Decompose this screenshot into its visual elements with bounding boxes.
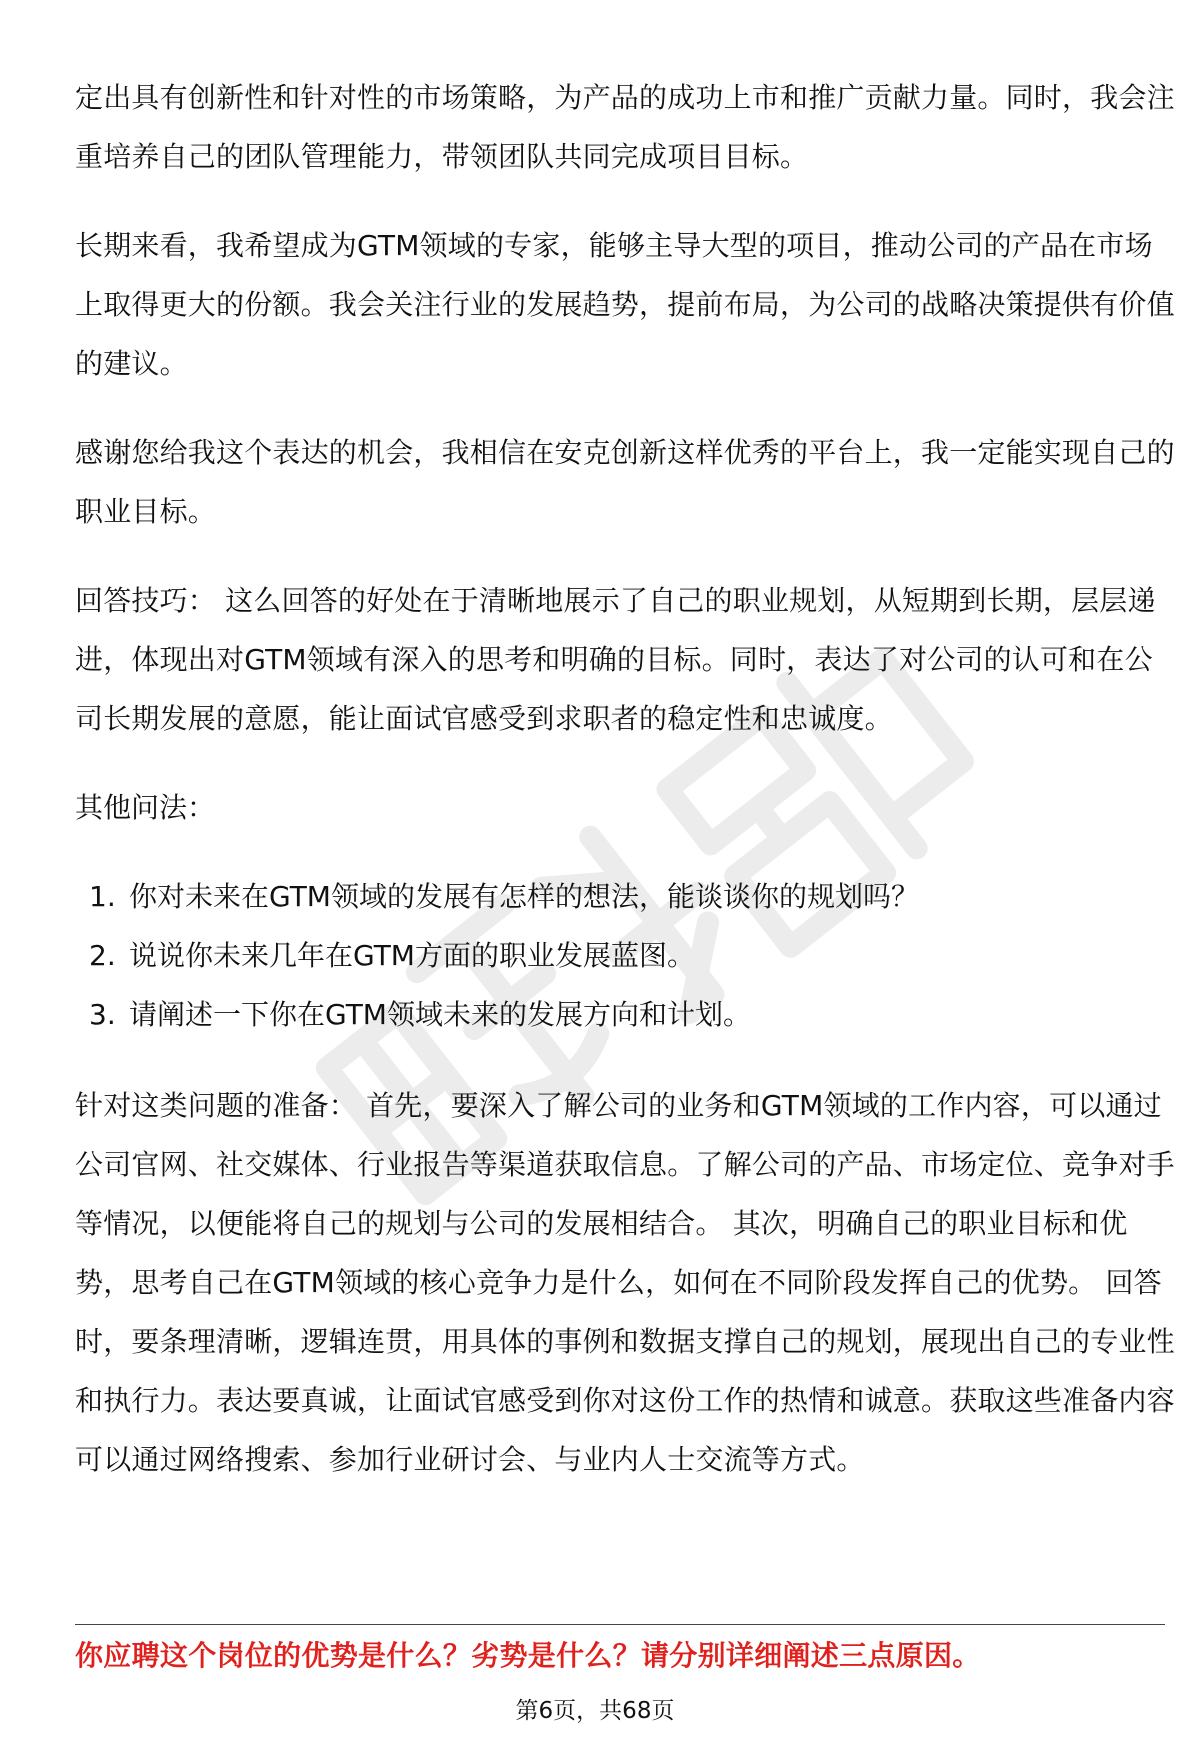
paragraph-long-term: 长期来看，我希望成为GTM领域的专家，能够主导大型的项目，推动公司的产品在市场上取得更大的份额。我会关注行业的发展趋势，提前布局，为公司的战略决策提供有价值的建议。 bbox=[75, 229, 1175, 380]
paragraph-thanks: 感谢您给我这个表达的机会，我相信在安克创新这样优秀的平台上，我一定能实现自己的职业目标。 bbox=[75, 436, 1175, 528]
list-item-text: 你对未来在GTM领域的发展有怎样的想法，能谈谈你的规划吗？ bbox=[129, 880, 919, 913]
paragraph-strategy: 定出具有创新性和针对性的市场策略，为产品的成功上市和推广贡献力量。同时，我会注重培养自己的团队管理能力，带领团队共同完成项目目标。 bbox=[75, 81, 1175, 173]
list-item-number: 1. bbox=[89, 880, 116, 913]
other-questions-list bbox=[75, 867, 1175, 1044]
list-item bbox=[75, 926, 1175, 985]
paragraph-preparation: 针对这类问题的准备： 首先，要深入了解公司的业务和GTM领域的工作内容，可以通过公司官网、社交媒体、行业报告等渠道获取信息。了解公司的产品、市场定位、竞争对手等情况，以便能将自己的规划与公司的发展相结合。 其次，明确自己的职业目标和优势，思考自己在GTM领域的核心竞争力是什么，如何在不同阶段发挥自己的优势。 回答时，要条理清晰，逻辑连贯，用具体的事例和数据支撑自己的规划，展现出自己的专业性和执行力。表达要真诚，让面试官感受到你对这份工作的热情和诚意。获取这些准备内容可以通过网络搜索、参加行业研讨会、与业内人士交流等方式。 bbox=[75, 1089, 1175, 1476]
list-item bbox=[75, 985, 1175, 1044]
list-item-text: 说说你未来几年在GTM方面的职业发展蓝图。 bbox=[129, 939, 695, 972]
list-item-number: 2. bbox=[89, 939, 116, 972]
page-number: 第6页，共68页 bbox=[515, 1698, 675, 1724]
paragraph-answer-tips: 回答技巧： 这么回答的好处在于清晰地展示了自己的职业规划，从短期到长期，层层递进，体现出对GTM领域有深入的思考和明确的目标。同时，表达了对公司的认可和在公司长期发展的意愿，能让面试官感受到求职者的稳定性和忠诚度。 bbox=[75, 584, 1156, 735]
list-item-number: 3. bbox=[89, 998, 116, 1031]
main-content bbox=[75, 68, 1175, 1519]
other-questions-heading: 其他问法： bbox=[75, 791, 216, 824]
footer-divider bbox=[75, 1624, 1165, 1625]
list-item bbox=[75, 867, 1175, 926]
list-item-text: 请阐述一下你在GTM领域未来的发展方向和计划。 bbox=[129, 998, 751, 1031]
next-question-title: 你应聘这个岗位的优势是什么？劣势是什么？请分别详细阐述三点原因。 bbox=[75, 1639, 981, 1672]
